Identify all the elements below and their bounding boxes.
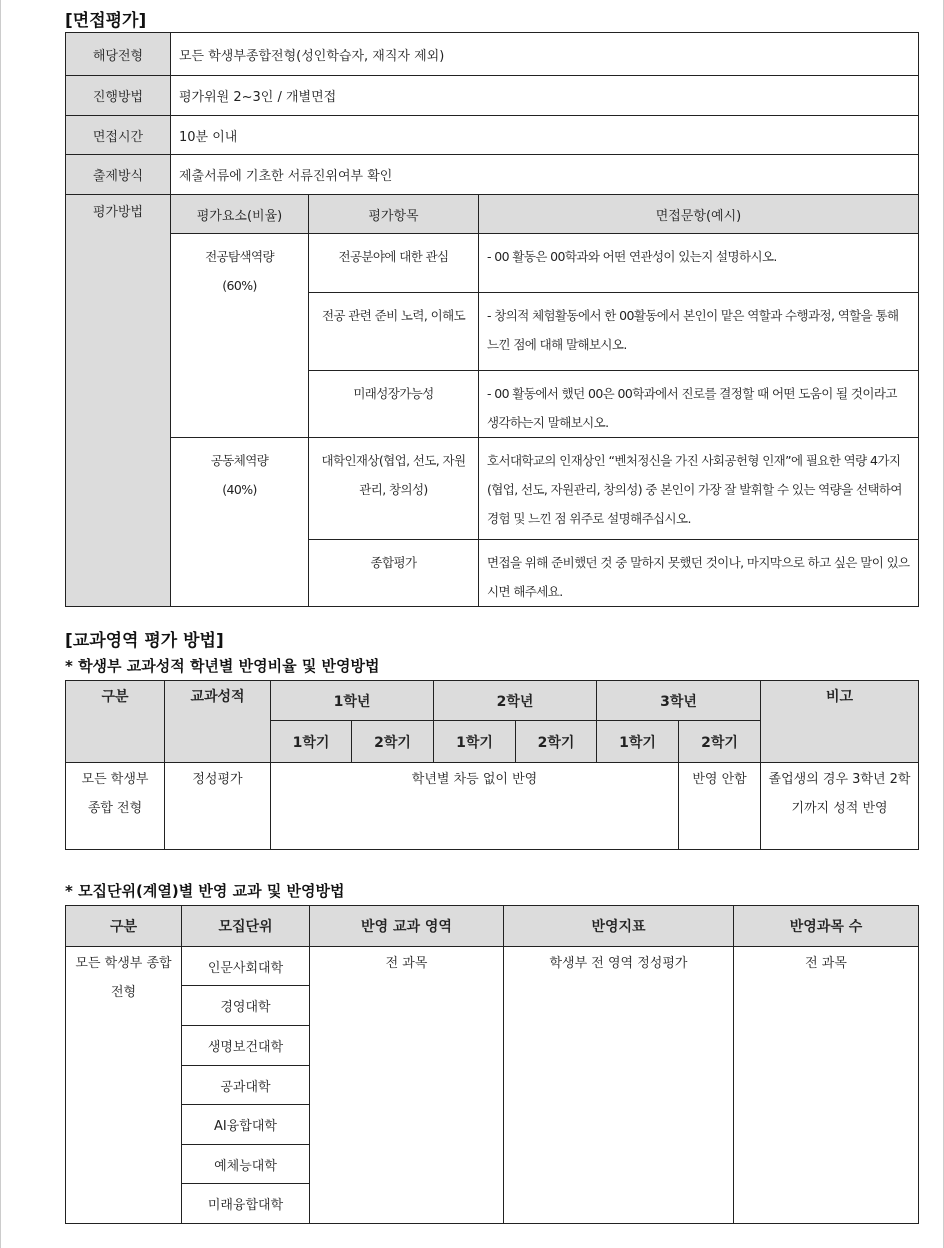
question: - 00 활동에서 했던 00은 00학과에서 진로를 결정할 때 어떤 도움이 될 것이라고 생각하는지 말해보시오. xyxy=(479,371,919,438)
unit: 공과대학 xyxy=(182,1066,310,1105)
unit: 예체능대학 xyxy=(182,1145,310,1184)
header: 1학기 xyxy=(434,721,516,763)
item: 대학인재상(협업, 선도, 자원관리, 창의성) xyxy=(309,438,479,540)
value: 평가위원 2~3인 / 개별면접 xyxy=(171,76,919,116)
section-title-subject: [교과영역 평가 방법] xyxy=(65,631,224,651)
header: 반영과목 수 xyxy=(734,906,919,947)
value: 10분 이내 xyxy=(171,116,919,155)
value: 모든 학생부종합전형(성인학습자, 재직자 제외) xyxy=(171,33,919,76)
header: 구분 xyxy=(66,906,182,947)
header: 1학기 xyxy=(597,721,679,763)
value: 제출서류에 기초한 서류진위여부 확인 xyxy=(171,155,919,195)
header: 2학기 xyxy=(352,721,434,763)
header: 비고 xyxy=(761,681,919,763)
unit: 미래융합대학 xyxy=(182,1184,310,1224)
element-cell xyxy=(171,234,309,438)
label: 진행방법 xyxy=(66,76,171,116)
header: 1학년 xyxy=(271,681,434,721)
element: 공동체역량 xyxy=(210,453,269,468)
header: 2학기 xyxy=(516,721,597,763)
header: 반영 교과 영역 xyxy=(310,906,504,947)
reflect: 학년별 차등 없이 반영 xyxy=(271,763,679,850)
question: - 창의적 체험활동에서 한 00활동에서 본인이 맡은 역할과 수행과정, 역할을 통해 느낀 점에 대해 말해보시오. xyxy=(479,293,919,371)
section-title-interview: [면접평가] xyxy=(65,11,147,31)
method-label: 평가방법 xyxy=(66,195,171,607)
header: 모집단위 xyxy=(182,906,310,947)
question: - 00 활동은 00학과와 어떤 연관성이 있는지 설명하시오. xyxy=(479,234,919,293)
ratio: (40%) xyxy=(222,482,257,497)
unit-subtitle: * 모집단위(계열)별 반영 교과 및 반영방법 xyxy=(65,882,345,900)
grade: 정성평가 xyxy=(165,763,271,850)
label: 면접시간 xyxy=(66,116,171,155)
item: 전공분야에 대한 관심 xyxy=(309,234,479,293)
category: 모든 학생부 종합 전형 xyxy=(66,947,182,1224)
unit: 생명보건대학 xyxy=(182,1026,310,1066)
question: 호서대학교의 인재상인 “벤처정신을 가진 사회공헌형 인재”에 필요한 역량 4가지(협업, 선도, 자원관리, 창의성) 중 본인이 가장 잘 발휘할 수 있는 역량을 선택하여 경험 및 느낀 점 위주로 설명해주십시오. xyxy=(479,438,919,540)
unit: AI융합대학 xyxy=(182,1105,310,1145)
header: 2학년 xyxy=(434,681,597,721)
label: 해당전형 xyxy=(66,33,171,76)
unit: 경영대학 xyxy=(182,986,310,1026)
element-cell xyxy=(171,438,309,607)
header: 면접문항(예시) xyxy=(479,195,919,234)
item: 전공 관련 준비 노력, 이해도 xyxy=(309,293,479,371)
item: 종합평가 xyxy=(309,540,479,607)
header: 3학년 xyxy=(597,681,761,721)
interview-table xyxy=(65,32,919,607)
header: 1학기 xyxy=(271,721,352,763)
header: 평가항목 xyxy=(309,195,479,234)
element: 전공탐색역량 xyxy=(205,249,274,264)
header: 구분 xyxy=(66,681,165,763)
header: 평가요소(비율) xyxy=(171,195,309,234)
index: 학생부 전 영역 정성평가 xyxy=(504,947,734,1224)
header: 교과성적 xyxy=(165,681,271,763)
label: 출제방식 xyxy=(66,155,171,195)
ratio: (60%) xyxy=(222,278,257,293)
unit-table xyxy=(65,905,919,1224)
question: 면접을 위해 준비했던 것 중 말하지 못했던 것이나, 마지막으로 하고 싶은 말이 있으시면 해주세요. xyxy=(479,540,919,607)
note: 졸업생의 경우 3학년 2학기까지 성적 반영 xyxy=(761,763,919,850)
header: 반영지표 xyxy=(504,906,734,947)
unit: 인문사회대학 xyxy=(182,947,310,986)
category: 모든 학생부 종합 전형 xyxy=(66,763,165,850)
header: 2학기 xyxy=(679,721,761,763)
grade-table xyxy=(65,680,919,850)
subjects: 전 과목 xyxy=(310,947,504,1224)
count: 전 과목 xyxy=(734,947,919,1224)
subject-subtitle: * 학생부 교과성적 학년별 반영비율 및 반영방법 xyxy=(65,657,380,675)
no-reflect: 반영 안함 xyxy=(679,763,761,850)
item: 미래성장가능성 xyxy=(309,371,479,438)
